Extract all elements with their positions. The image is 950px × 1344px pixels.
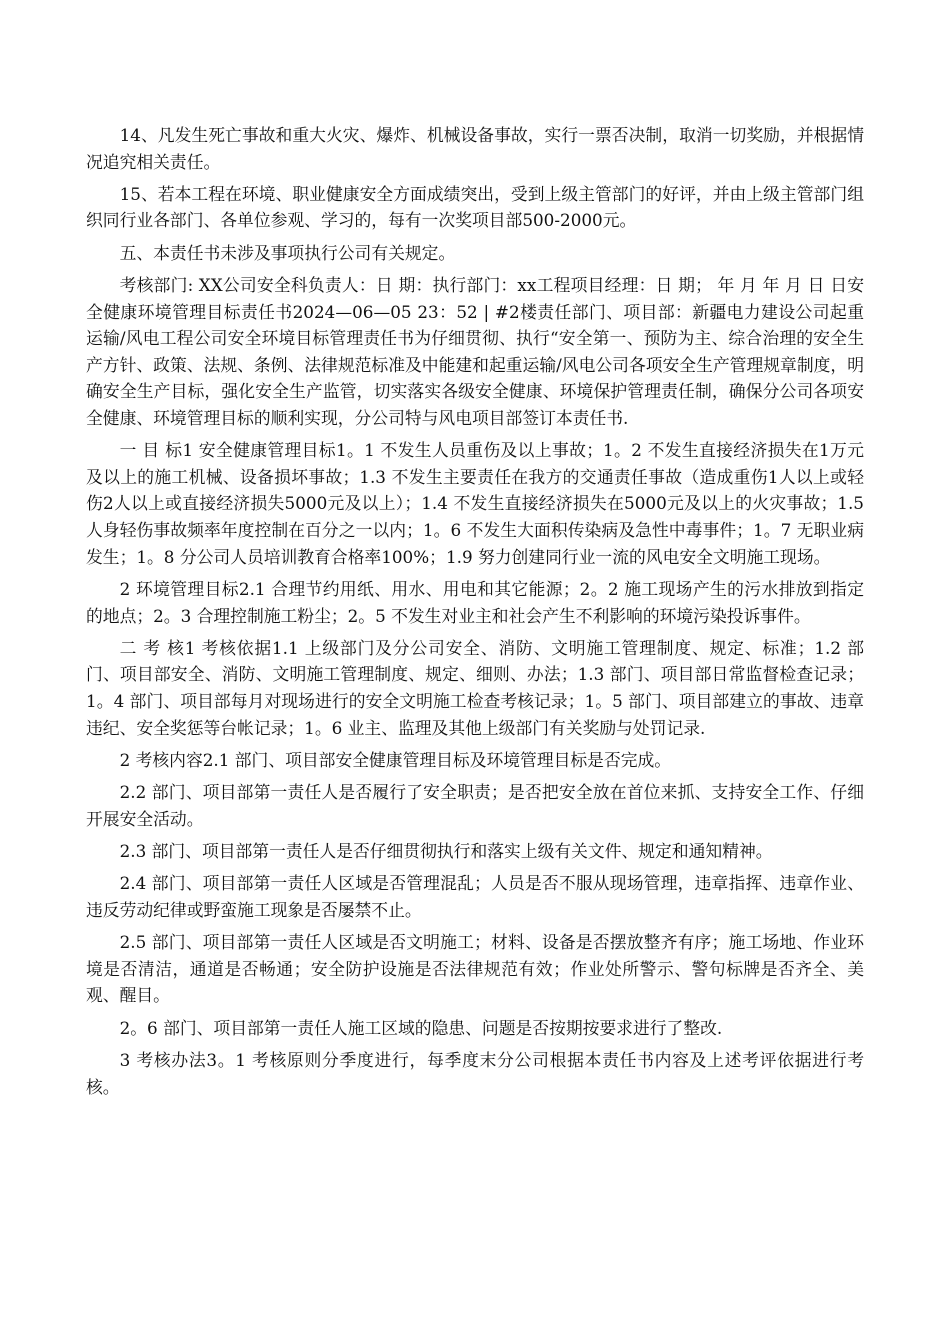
paragraph-environment-targets: 2 环境管理目标2.1 合理节约用纸、用水、用电和其它能源；2。2 施工现场产生的污水排放到指定的地点；2。3 合理控制施工粉尘；2。5 不发生对业主和社会产生不利影响的环境污染投诉事件。 [86,578,864,626]
paragraph-clause-14: 14、凡发生死亡事故和重大火灾、爆炸、机械设备事故，实行一票否决制，取消一切奖励，并根据情况追究相关责任。 [86,125,864,172]
paragraph-assessment-method: 3 考核办法3。1 考核原则分季度进行，每季度末分公司根据本责任书内容及上述考评依据进行考核。 [86,1049,864,1097]
document-body [86,122,864,1106]
paragraph-assessment-basis: 二 考 核1 考核依据1.1 上级部门及分公司安全、消防、文明施工管理制度、规定、标准；1.2 部门、项目部安全、消防、文明施工管理制度、规定、细则、办法；1.3 部门、项目部日常监督检查记录；1。4 部门、项目部每月对现场进行的安全文明施工检查考核记录；1。5 部门、项目部建立的事故、违章违纪、安全奖惩等台帐记录；1。6 业主、监理及其他上级部门有关奖励与处罚记录. [86,637,864,738]
paragraph-assessment-content-2-1: 2 考核内容2.1 部门、项目部安全健康管理目标及环境管理目标是否完成。 [119,749,672,770]
paragraph-clause-15: 15、若本工程在环境、职业健康安全方面成绩突出，受到上级主管部门的好评，并由上级主管部门组织同行业各部门、各单位参观、学习的，每有一次奖项目部500-2000元。 [86,183,864,231]
paragraph-section-five: 五、本责任书未涉及事项执行公司有关规定。 [119,242,456,263]
paragraph-assessment-content-2-6: 2。6 部门、项目部第一责任人施工区域的隐患、问题是否按期按要求进行了整改. [119,1017,723,1038]
paragraph-signature-and-preamble: 考核部门: XX公司安全科负责人：日 期：执行部门：xx工程项目经理：日 期； 年 月 年 月 日 日安全健康环境管理目标责任书2024—06—05 23：52 | #2楼责任部门、项目部：新疆电力建设公司起重运输/风电工程公司安全环境目标管理责任书为仔细贯彻、执行“安全第一、预防为主、综合治理的安全生产方针、政策、法规、条例、法律规范标准及中能建和起重运输/风电公司各项安全生产管理规章制度，明确安全生产目标，强化安全生产监管，切实落实各级安全健康、环境保护管理责任制，确保分公司各项安全健康、环境管理目标的顺利实现，分公司特与风电项目部签订本责任书. [86,275,864,428]
paragraph-assessment-content-2-4: 2.4 部门、项目部第一责任人区域是否管理混乱；人员是否不服从现场管理，违章指挥、违章作业、违反劳动纪律或野蛮施工现象是否屡禁不止。 [86,873,864,920]
paragraph-assessment-content-2-3: 2.3 部门、项目部第一责任人是否仔细贯彻执行和落实上级有关文件、规定和通知精神。 [119,841,773,862]
paragraph-assessment-content-2-2: 2.2 部门、项目部第一责任人是否履行了安全职责；是否把安全放在首位来抓、支持安全工作、仔细开展安全活动。 [86,782,864,829]
paragraph-safety-targets: 一 目 标1 安全健康管理目标1。1 不发生人员重伤及以上事故；1。2 不发生直接经济损失在1万元及以上的施工机械、设备损坏事故；1.3 不发生主要责任在我方的交通责任事故（造成重伤1人以上或轻伤2人以上或直接经济损失5000元及以上）；1.4 不发生直接经济损失在5000元及以上的火灾事故；1.5 人身轻伤事故频率年度控制在百分之一以内；1。6 不发生大面积传染病及急性中毒事件；1。7 无职业病发生；1。8 分公司人员培训教育合格率100%；1.9 努力创建同行业一流的风电安全文明施工现场。 [86,440,864,567]
paragraph-assessment-content-2-5: 2.5 部门、项目部第一责任人区域是否文明施工；材料、设备是否摆放整齐有序；施工场地、作业环境是否清洁，通道是否畅通；安全防护设施是否法律规范有效；作业处所警示、警句标牌是否齐全、美观、醒目。 [86,932,864,1006]
